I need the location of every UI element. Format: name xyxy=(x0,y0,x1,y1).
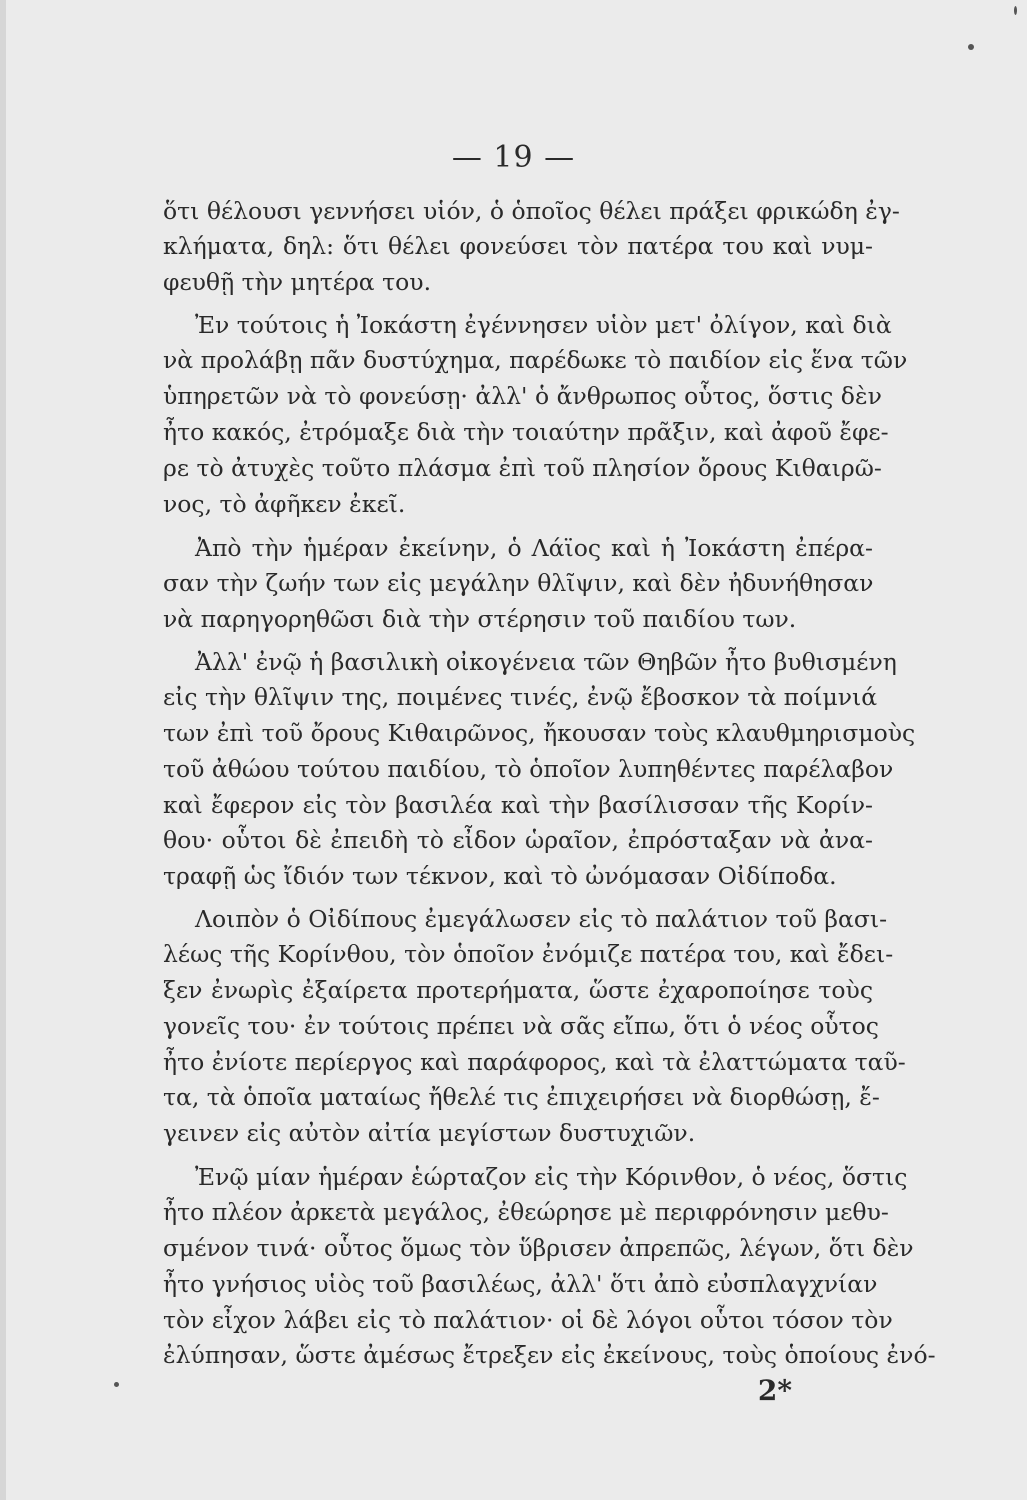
text-line: ρε τὸ ἀτυχὲς τοῦτο πλάσμα ἐπὶ τοῦ πλησίον ὄρους Κιθαιρῶ- xyxy=(163,454,882,482)
text-line: καὶ ἔφερον εἰς τὸν βασιλέα καὶ τὴν βασίλισσαν τῆς Κορίν- xyxy=(163,791,873,819)
text-line: Λοιπὸν ὁ Οἰδίπους ἐμεγάλωσεν εἰς τὸ παλάτιον τοῦ βασι- xyxy=(195,905,888,933)
text-line: λέως τῆς Κορίνθου, τὸν ὁποῖον ἐνόμιζε πατέρα του, καὶ ἔδει- xyxy=(163,940,894,968)
text-line: γεινεν εἰς αὐτὸν αἰτία μεγίστων δυστυχιῶν. xyxy=(163,1119,696,1147)
text-line: φευθῇ τὴν μητέρα του. xyxy=(163,268,432,296)
text-line: σμένον τινά· οὗτος ὅμως τὸν ὕβρισεν ἀπρεπῶς, λέγων, ὅτι δὲν xyxy=(163,1234,914,1262)
text-line: Ἀπὸ τὴν ἡμέραν ἐκείνην, ὁ Λάϊος καὶ ἡ Ἰοκάστη ἐπέρα- xyxy=(195,534,873,562)
text-line: κλήματα, δηλ: ὅτι θέλει φονεύσει τὸν πατέρα του καὶ νυμ- xyxy=(163,232,873,260)
text-line: ἦτο γνήσιος υἱὸς τοῦ βασιλέως, ἀλλ' ὅτι ἀπὸ εὐσπλαγχνίαν xyxy=(163,1270,878,1298)
text-line: εἰς τὴν θλῖψιν της, ποιμένες τινές, ἐνῷ ἔβοσκον τὰ ποίμνιά xyxy=(163,683,878,711)
ink-speck xyxy=(968,44,974,50)
text-line: ἦτο κακός, ἐτρόμαξε διὰ τὴν τοιαύτην πρᾶξιν, καὶ ἀφοῦ ἔφε- xyxy=(163,418,889,446)
text-line: των ἐπὶ τοῦ ὄρους Κιθαιρῶνος, ἤκουσαν τοὺς κλαυθμηρισμοὺς xyxy=(163,719,916,747)
text-line: ὅτι θέλουσι γεννήσει υἱόν, ὁ ὁποῖος θέλει πράξει φρικώδη ἐγ- xyxy=(163,197,900,225)
text-line: τοῦ ἀθώου τούτου παιδίου, τὸ ὁποῖον λυπηθέντες παρέλαβον xyxy=(163,755,894,783)
text-line: Ἀλλ' ἐνῷ ἡ βασιλικὴ οἰκογένεια τῶν Θηβῶν ἦτο βυθισμένη xyxy=(195,648,897,676)
text-line: ἦτο ἐνίοτε περίεργος καὶ παράφορος, καὶ τὰ ἐλαττώματα ταῦ- xyxy=(163,1048,906,1076)
text-line: ὑπηρετῶν νὰ τὸ φονεύσῃ· ἀλλ' ὁ ἄνθρωπος οὗτος, ὅστις δὲν xyxy=(163,382,882,410)
page-edge-shadow xyxy=(0,0,6,1500)
ink-speck xyxy=(1014,6,1017,15)
text-line: ἐλύπησαν, ὥστε ἀμέσως ἔτρεξεν εἰς ἐκείνους, τοὺς ὁποίους ἐνό- xyxy=(163,1341,936,1369)
page-number: — 19 — xyxy=(451,140,576,175)
text-line: τα, τὰ ὁποῖα ματαίως ἤθελέ τις ἐπιχειρήσει νὰ διορθώσῃ, ἔ- xyxy=(163,1083,880,1111)
text-line: σαν τὴν ζωήν των εἰς μεγάλην θλῖψιν, καὶ δὲν ἠδυνήθησαν xyxy=(163,569,874,597)
text-line: τραφῇ ὡς ἴδιόν των τέκνον, καὶ τὸ ὠνόμασαν Οἰδίποδα. xyxy=(163,862,837,890)
text-line: νὰ προλάβῃ πᾶν δυστύχημα, παρέδωκε τὸ παιδίον εἰς ἕνα τῶν xyxy=(163,346,908,374)
ink-speck xyxy=(114,1382,119,1387)
text-line: νος, τὸ ἀφῆκεν ἐκεῖ. xyxy=(163,490,406,518)
text-line: Ἐν τούτοις ἡ Ἰοκάστη ἐγέννησεν υἱὸν μετ' ὀλίγον, καὶ διὰ xyxy=(195,311,892,339)
text-line: νὰ παρηγορηθῶσι διὰ τὴν στέρησιν τοῦ παιδίου των. xyxy=(163,605,797,633)
printer-signature-mark: 2* xyxy=(757,1374,792,1407)
text-line: ἦτο πλέον ἀρκετὰ μεγάλος, ἐθεώρησε μὲ περιφρόνησιν μεθυ- xyxy=(163,1198,889,1226)
text-line: Ἐνῷ μίαν ἡμέραν ἑώρταζον εἰς τὴν Κόρινθον, ὁ νέος, ὅστις xyxy=(195,1163,908,1191)
text-line: τὸν εἶχον λάβει εἰς τὸ παλάτιον· οἱ δὲ λόγοι οὗτοι τόσον τὸν xyxy=(163,1306,893,1334)
text-line: θου· οὗτοι δὲ ἐπειδὴ τὸ εἶδον ὡραῖον, ἐπρόσταξαν νὰ ἀνα- xyxy=(163,826,873,854)
text-line: ξεν ἐνωρὶς ἐξαίρετα προτερήματα, ὥστε ἐχαροποίησε τοὺς xyxy=(163,976,873,1004)
text-line: γονεῖς του· ἐν τούτοις πρέπει νὰ σᾶς εἴπω, ὅτι ὁ νέος οὗτος xyxy=(163,1012,879,1040)
